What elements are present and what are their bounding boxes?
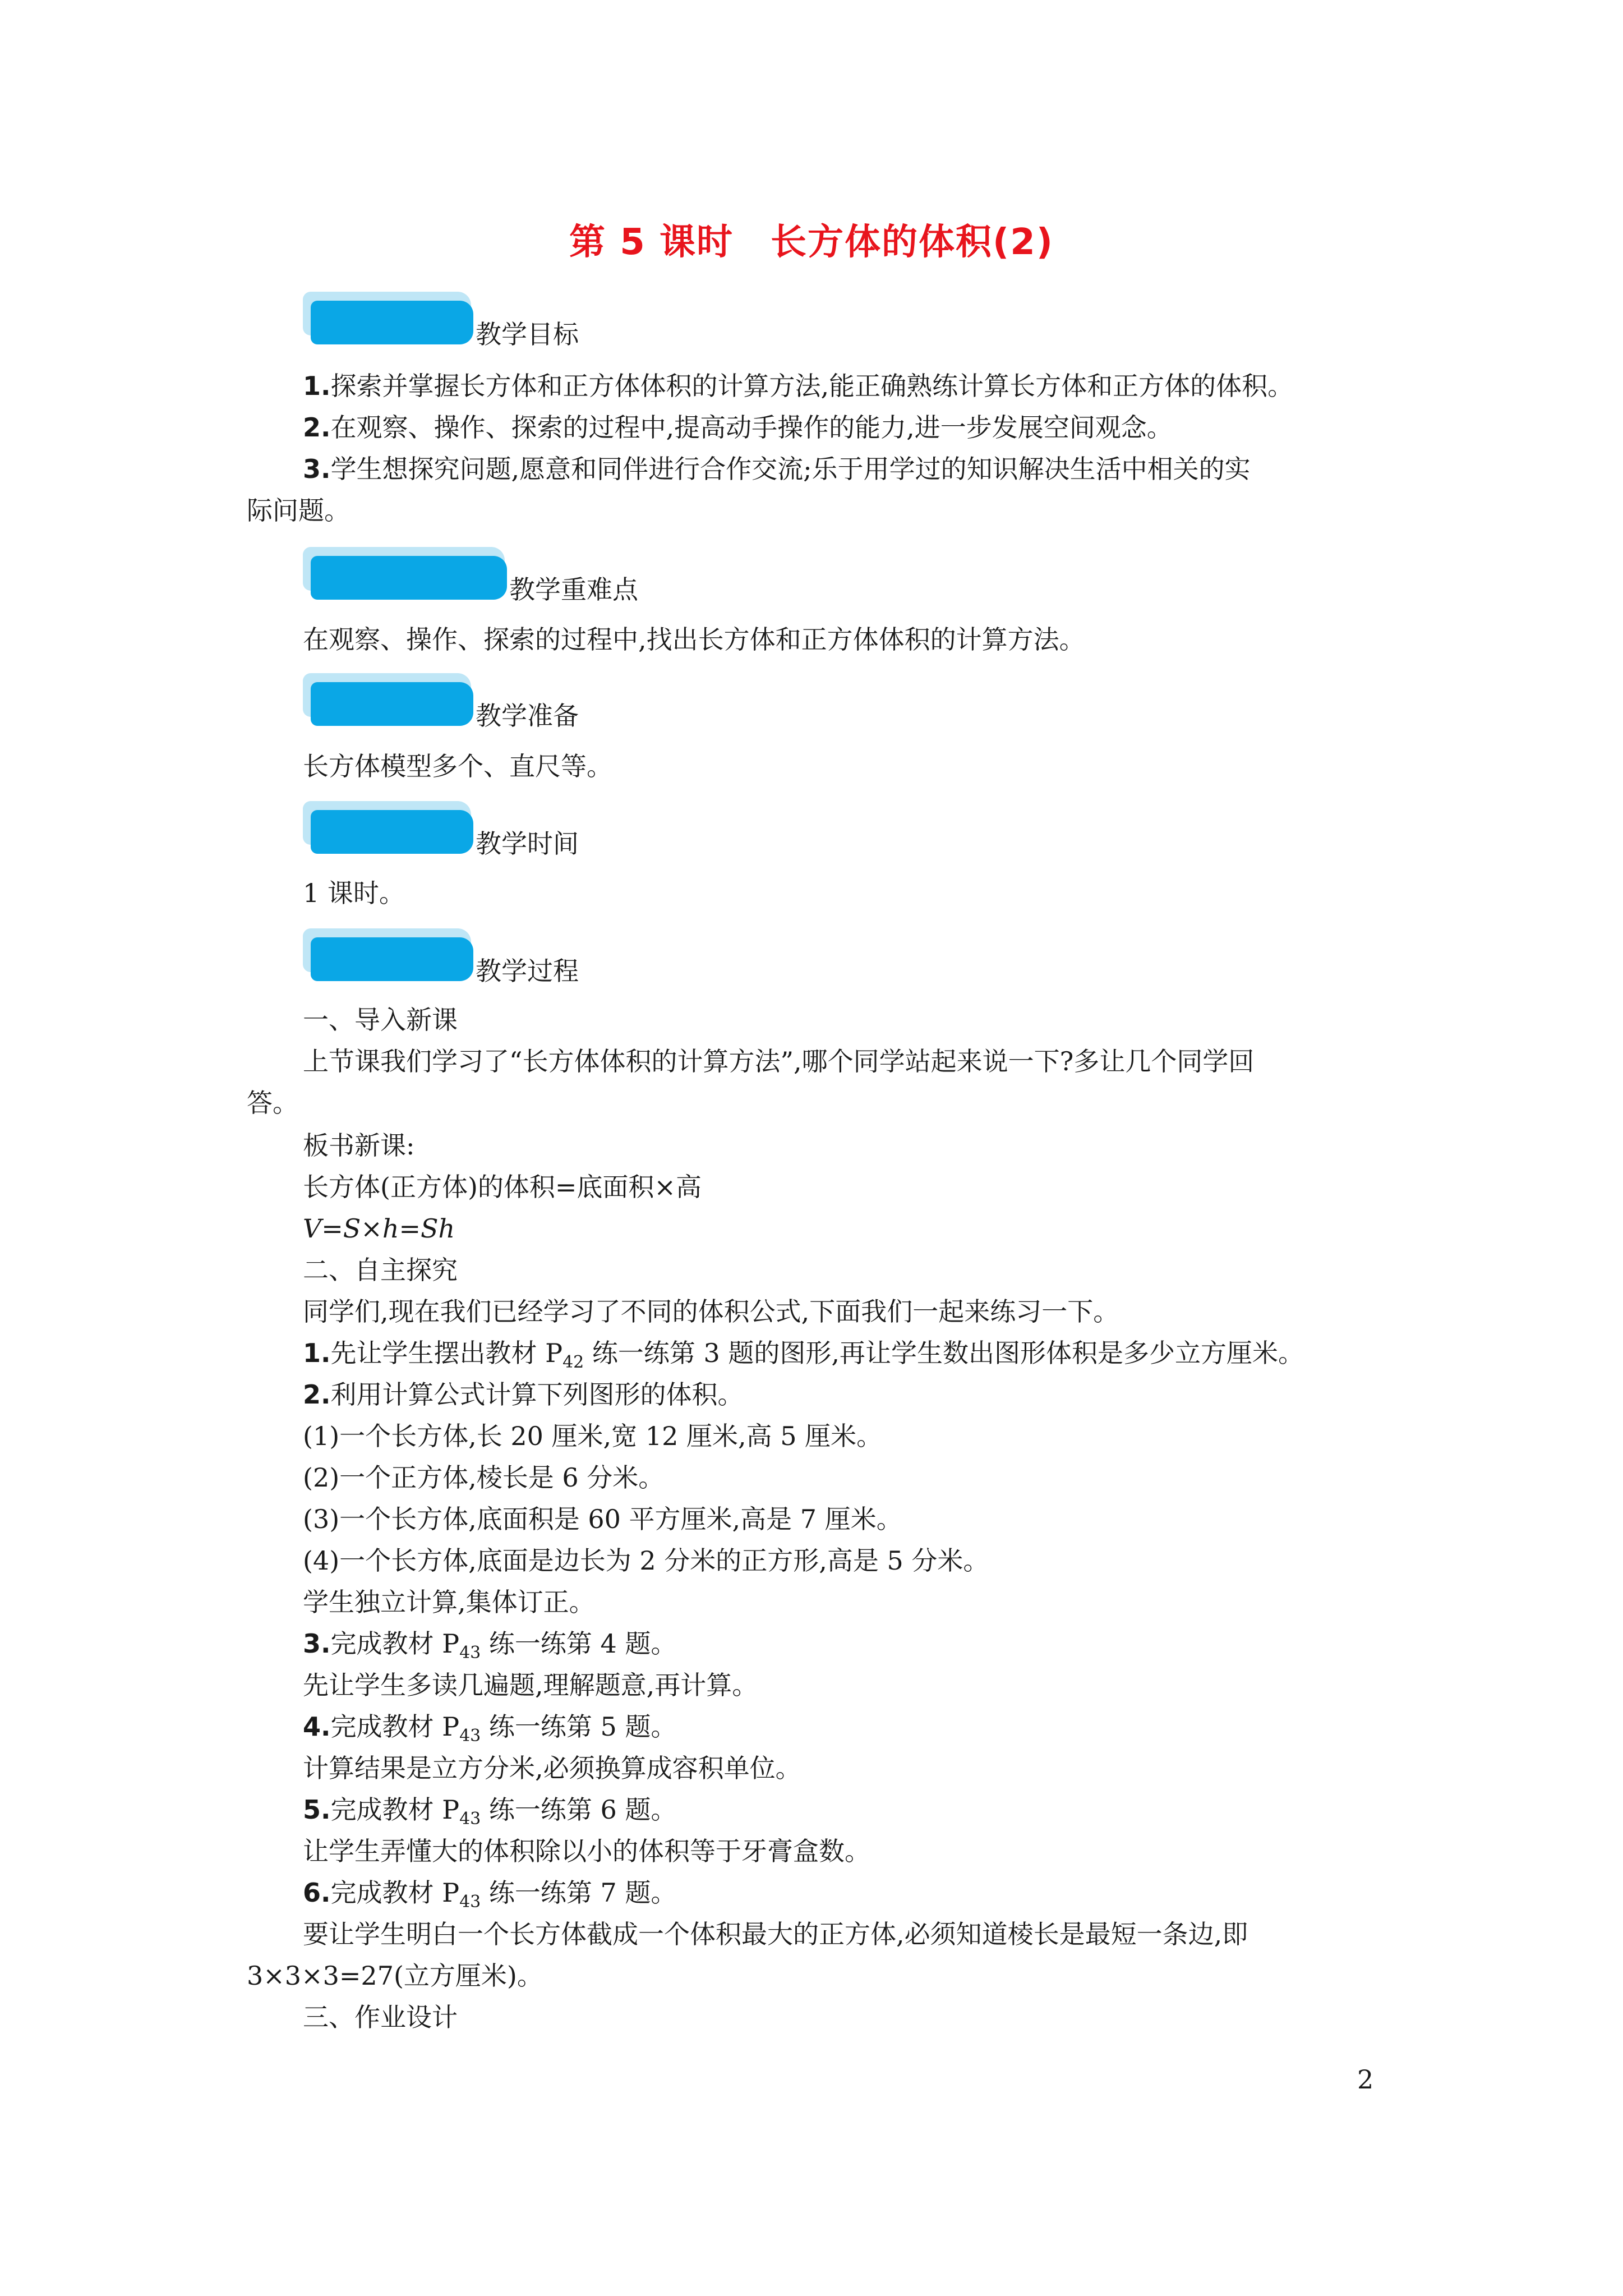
board-label: 板书新课: [303, 1130, 415, 1161]
section-label: 教学准备 [476, 701, 579, 731]
process-paragraph: 同学们,现在我们已经学习了不同的体积公式,下面我们一起来练习一下。 [303, 1296, 1119, 1327]
objective-3-cont: 际问题。 [247, 495, 350, 526]
exercise-item-1: 1.先让学生摆出教材 $P_{42}$ 练一练第 3 题的图形,再让学生数出图形体积是多少立方厘米。 [303, 1338, 1304, 1373]
time-text: 1 课时。 [303, 878, 405, 908]
exercise-item-6: 6.完成教材 $P_{43}$ 练一练第 7 题。 [303, 1878, 677, 1912]
page-title: 第 5 课时 长方体的体积(2) [569, 222, 1054, 263]
objective-2: 2.在观察、操作、探索的过程中,提高动手操作的能力,进一步发展空间观念。 [303, 412, 1173, 443]
exercise-item-4: 4.完成教材 $P_{43}$ 练一练第 5 题。 [303, 1711, 677, 1746]
exercise-note-4: 计算结果是立方分米,必须换算成容积单位。 [303, 1753, 801, 1783]
section-label: 教学过程 [476, 956, 579, 986]
section-tab [311, 556, 507, 600]
question-3: (3)一个长方体,底面积是 60 平方厘米,高是 7 厘米。 [303, 1504, 902, 1534]
exercise-note-6: 要让学生明白一个长方体截成一个体积最大的正方体,必须知道棱长是最短一条边,即 [303, 1919, 1248, 1949]
process-paragraph: 上节课我们学习了“长方体体积的计算方法”,哪个同学站起来说一下?多让几个同学回 [303, 1046, 1255, 1076]
key-points-text: 在观察、操作、探索的过程中,找出长方体和正方体体积的计算方法。 [303, 624, 1085, 655]
exercise-note-5: 让学生弄懂大的体积除以小的体积等于牙膏盒数。 [303, 1836, 870, 1866]
objective-3: 3.学生想探究问题,愿意和同伴进行合作交流;乐于用学过的知识解决生活中相关的实 [303, 454, 1251, 484]
volume-formula-symbolic: V=S×h=Sh [303, 1213, 455, 1244]
section-label: 教学重难点 [509, 574, 638, 605]
section-label: 教学目标 [476, 319, 579, 349]
page-number: 2 [1357, 2064, 1374, 2095]
exercise-item-3: 3.完成教材 $P_{43}$ 练一练第 4 题。 [303, 1628, 677, 1663]
question-note: 学生独立计算,集体订正。 [303, 1587, 595, 1617]
exercise-item-2: 2.利用计算公式计算下列图形的体积。 [303, 1379, 744, 1410]
section-tab [311, 937, 473, 981]
process-heading-2: 二、自主探究 [303, 1255, 458, 1285]
section-tab [311, 301, 473, 344]
section-tab [311, 810, 473, 854]
section-tab [311, 682, 473, 726]
section-label: 教学时间 [476, 829, 579, 859]
exercise-note-6-cont: 3×3×3=27(立方厘米)。 [247, 1961, 543, 1991]
question-2: (2)一个正方体,棱长是 6 分米。 [303, 1462, 665, 1493]
volume-formula: 长方体(正方体)的体积=底面积×高 [303, 1172, 702, 1202]
question-1: (1)一个长方体,长 20 厘米,宽 12 厘米,高 5 厘米。 [303, 1421, 883, 1451]
process-paragraph-cont: 答。 [247, 1088, 298, 1118]
exercise-note-3: 先让学生多读几遍题,理解题意,再计算。 [303, 1670, 758, 1700]
preparation-text: 长方体模型多个、直尺等。 [303, 751, 612, 781]
process-heading-1: 一、导入新课 [303, 1005, 458, 1035]
exercise-item-5: 5.完成教材 $P_{43}$ 练一练第 6 题。 [303, 1795, 677, 1829]
question-4: (4)一个长方体,底面是边长为 2 分米的正方形,高是 5 分米。 [303, 1545, 989, 1576]
process-heading-3: 三、作业设计 [303, 2002, 458, 2032]
objective-1: 1.探索并掌握长方体和正方体体积的计算方法,能正确熟练计算长方体和正方体的体积。 [303, 371, 1294, 401]
